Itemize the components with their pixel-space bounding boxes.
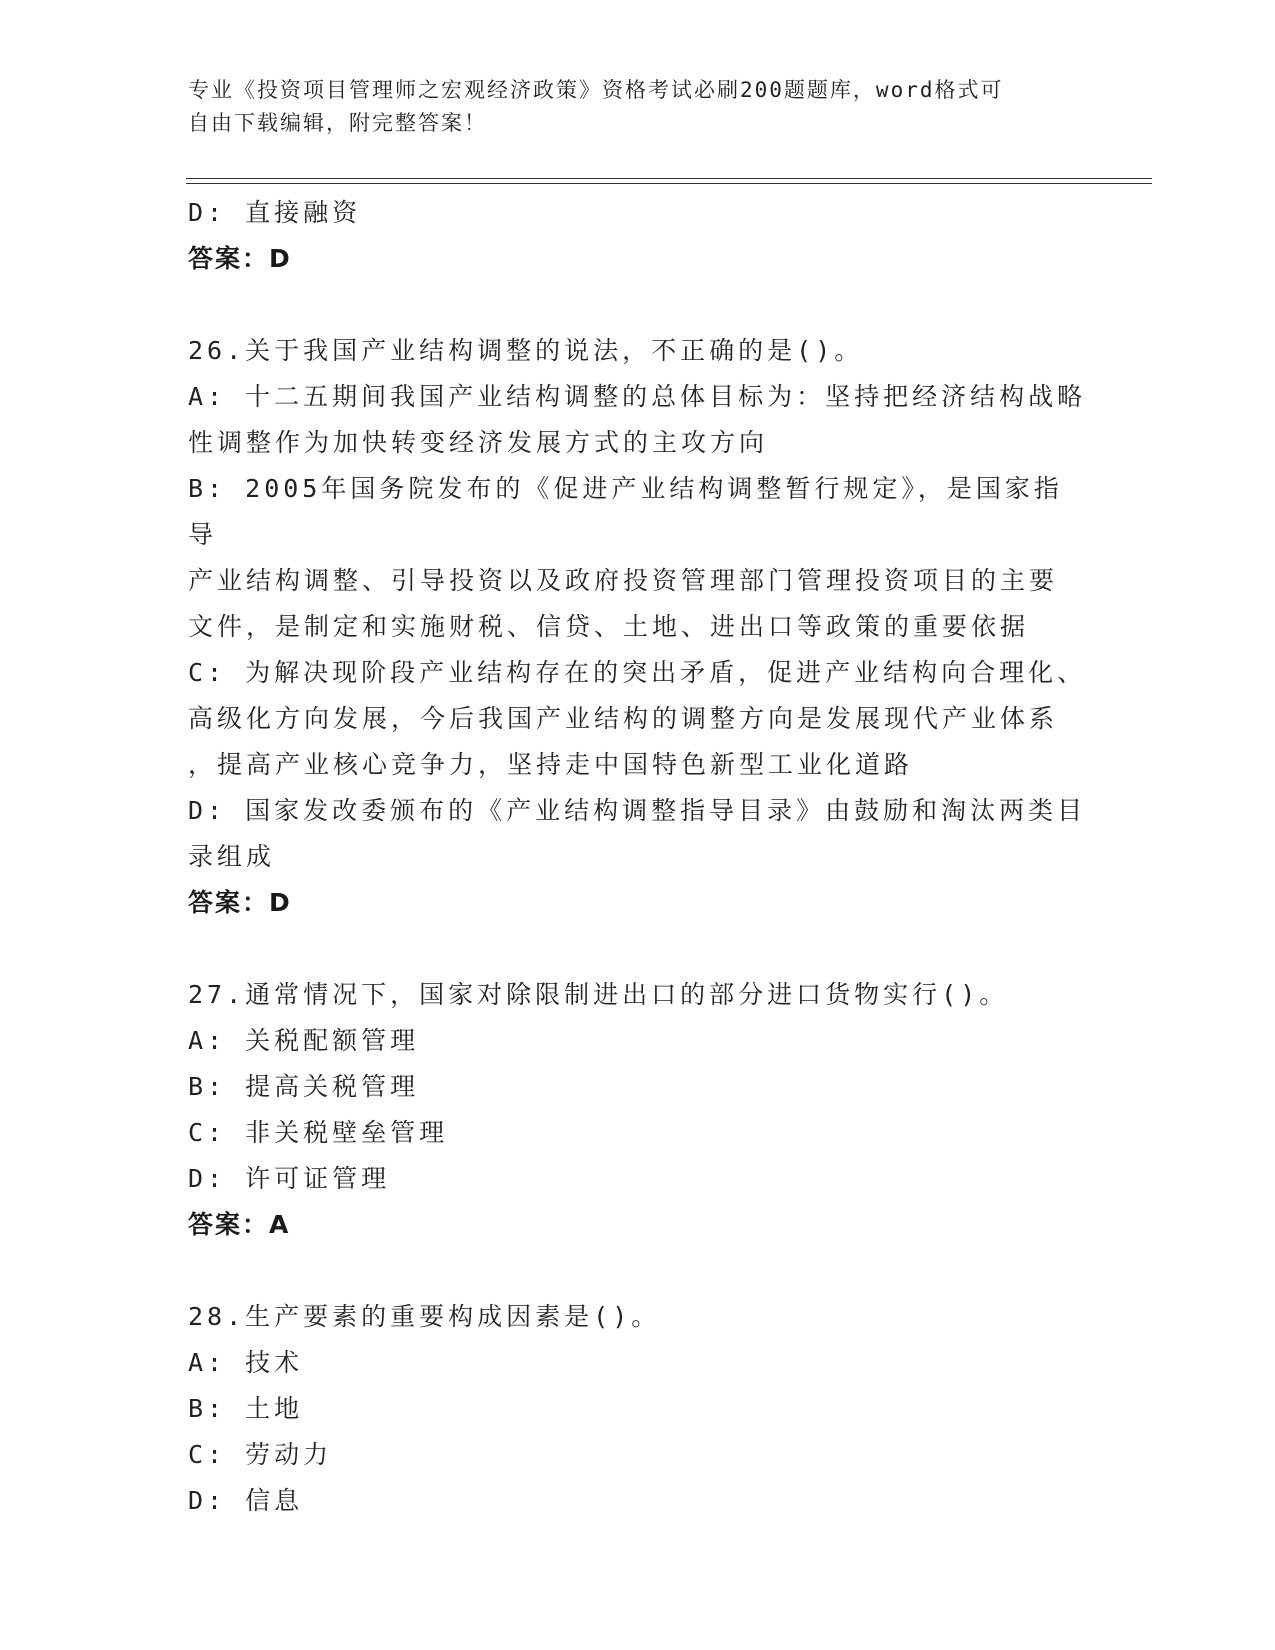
question-block (188, 190, 1088, 282)
header-line-1: 专业《投资项目管理师之宏观经济政策》资格考试必刷200题题库，word格式可 (188, 78, 1004, 102)
question-block (188, 328, 1088, 926)
option-line: B: 2005年国务院发布的《促进产业结构调整暂行规定》，是国家指导 (188, 474, 1063, 549)
option-line: C: 非关税壁垒管理 (188, 1118, 449, 1147)
question-block (188, 1294, 1088, 1524)
option-line: A: 技术 (188, 1348, 304, 1377)
option-line: 录组成 (188, 842, 276, 871)
question-block (188, 972, 1088, 1248)
answer-line: 答案：A (188, 1210, 291, 1239)
header-line-2: 自由下载编辑，附完整答案！ (188, 111, 487, 135)
option-line: A: 十二五期间我国产业结构调整的总体目标为：坚持把经济结构战略 (188, 382, 1087, 411)
header-rule-top (186, 178, 1152, 179)
option-line: 高级化方向发展，今后我国产业结构的调整方向是发展现代产业体系 (188, 704, 1059, 733)
header-rule-bottom (186, 183, 1152, 184)
option-line: C: 劳动力 (188, 1440, 333, 1469)
option-line: 产业结构调整、引导投资以及政府投资管理部门管理投资项目的主要 (188, 566, 1059, 595)
option-line: D: 许可证管理 (188, 1164, 391, 1193)
option-line: D: 信息 (188, 1486, 304, 1515)
question-stem: 28.生产要素的重要构成因素是()。 (188, 1302, 661, 1331)
question-stem: 27.通常情况下，国家对除限制进出口的部分进口货物实行()。 (188, 980, 1009, 1009)
option-line: B: 提高关税管理 (188, 1072, 420, 1101)
option-line: ，提高产业核心竞争力，坚持走中国特色新型工业化道路 (188, 750, 914, 779)
answer-line: 答案：D (188, 244, 292, 273)
document-header (188, 74, 1088, 140)
option-line: 性调整作为加快转变经济发展方式的主攻方向 (188, 428, 769, 457)
question-content (188, 190, 1088, 1524)
option-line: D: 国家发改委颁布的《产业结构调整指导目录》由鼓励和淘汰两类目 (188, 796, 1087, 825)
option-line: 文件，是制定和实施财税、信贷、土地、进出口等政策的重要依据 (188, 612, 1030, 641)
question-stem: 26.关于我国产业结构调整的说法，不正确的是()。 (188, 336, 864, 365)
option-line: C: 为解决现阶段产业结构存在的突出矛盾，促进产业结构向合理化、 (188, 658, 1087, 687)
option-line: B: 土地 (188, 1394, 304, 1423)
option-line: A: 关税配额管理 (188, 1026, 420, 1055)
answer-line: 答案：D (188, 888, 292, 917)
option-line: D: 直接融资 (188, 198, 362, 227)
